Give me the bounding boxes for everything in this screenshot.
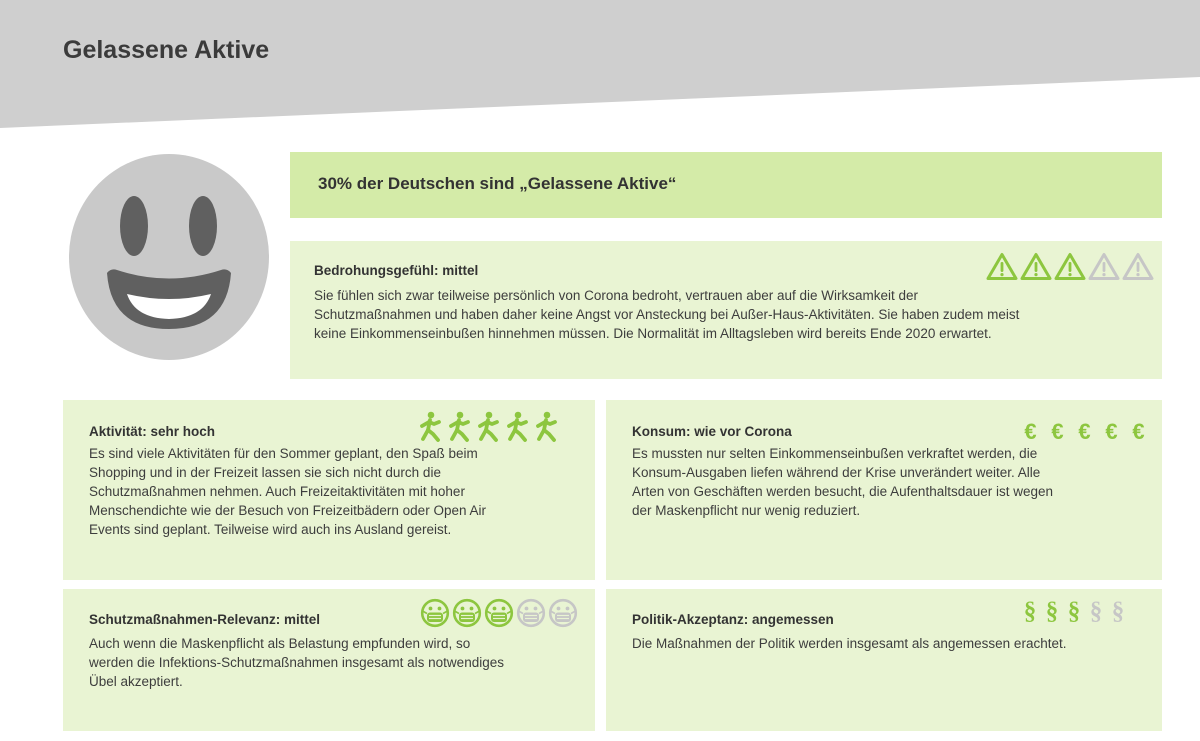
threat-title: Bedrohungsgefühl: mittel xyxy=(314,263,479,278)
protection-rating xyxy=(420,598,578,628)
paragraph-icon: § xyxy=(1089,598,1103,625)
warning-icon xyxy=(1020,252,1052,281)
politics-title: Politik-Akzeptanz: angemessen xyxy=(632,612,834,627)
mask-face-icon xyxy=(548,598,578,628)
protection-title: Schutzmaßnahmen-Relevanz: mittel xyxy=(89,612,321,627)
politics-rating xyxy=(1019,598,1129,626)
paragraph-icon: § xyxy=(1111,598,1125,625)
consumption-rating xyxy=(1017,419,1152,445)
politics-text: Die Maßnahmen der Politik werden insgesamt als angemessen erachtet. xyxy=(632,636,1067,651)
walking-person-icon xyxy=(448,411,473,442)
euro-icon: € xyxy=(1051,419,1064,444)
warning-icon xyxy=(1122,252,1154,281)
activity-title: Aktivität: sehr hoch xyxy=(89,424,216,439)
activity-text: Es sind viele Aktivitäten für den Sommer geplant, den Spaß beim Shopping und in der Freizeit lassen sie sich nicht durch die Schutzmaßnahmen nehmen. Auch Freizeitaktivitäten mit hoher Menschendichte wie der Besuch von Freizeitbädern oder Open Air Events sind geplant. Teilweise wird auch ins Ausland gereist. xyxy=(89,446,486,537)
mask-face-icon xyxy=(420,598,450,628)
paragraph-icon: § xyxy=(1023,598,1037,625)
threat-card xyxy=(290,241,1162,379)
activity-rating xyxy=(419,411,560,442)
paragraph-icon: § xyxy=(1067,598,1081,625)
header-band xyxy=(0,0,1200,130)
consumption-card xyxy=(606,400,1162,580)
activity-card xyxy=(63,400,595,580)
consumption-title: Konsum: wie vor Corona xyxy=(632,424,792,439)
euro-icon: € xyxy=(1024,419,1037,444)
euro-icon: € xyxy=(1078,419,1091,444)
warning-icon xyxy=(1088,252,1120,281)
paragraph-icon: § xyxy=(1045,598,1059,625)
page-title: Gelassene Aktive xyxy=(63,36,270,64)
smiley-face-icon xyxy=(67,153,271,361)
threat-rating xyxy=(986,252,1154,281)
mask-face-icon xyxy=(484,598,514,628)
walking-person-icon xyxy=(419,411,444,442)
mask-face-icon xyxy=(452,598,482,628)
headline-box xyxy=(290,152,1162,218)
euro-icon: € xyxy=(1132,419,1145,444)
warning-icon xyxy=(1054,252,1086,281)
headline: 30% der Deutschen sind „Gelassene Aktive“ xyxy=(318,174,677,193)
protection-text: Auch wenn die Maskenpflicht als Belastung empfunden wird, so werden die Infektions-Schutzmaßnahmen insgesamt als notwendiges Übel akzeptiert. xyxy=(89,636,504,689)
walking-person-icon xyxy=(506,411,531,442)
euro-icon: € xyxy=(1105,419,1118,444)
walking-person-icon xyxy=(535,411,560,442)
politics-card xyxy=(606,589,1162,731)
protection-card xyxy=(63,589,595,731)
mask-face-icon xyxy=(516,598,546,628)
walking-person-icon xyxy=(477,411,502,442)
consumption-text: Es mussten nur selten Einkommenseinbußen verkraftet werden, die Konsum-Ausgaben liefen während der Krise unverändert weiter. Alle Arten von Geschäften werden besucht, die Aufenthaltsdauer ist wegen der Maskenpflicht nur wenig reduziert. xyxy=(632,446,1054,518)
threat-text: Sie fühlen sich zwar teilweise persönlich von Corona bedroht, vertrauen aber auf die Wirksamkeit der Schutzmaßnahmen und haben daher keine Angst vor Ansteckung bei Außer-Haus-Aktivitäten. Sie haben zudem meist keine Einkommenseinbußen hinnehmen müssen. Die Normalität im Alltagsleben wird bereits Ende 2020 erwartet. xyxy=(314,288,1020,341)
warning-icon xyxy=(986,252,1018,281)
